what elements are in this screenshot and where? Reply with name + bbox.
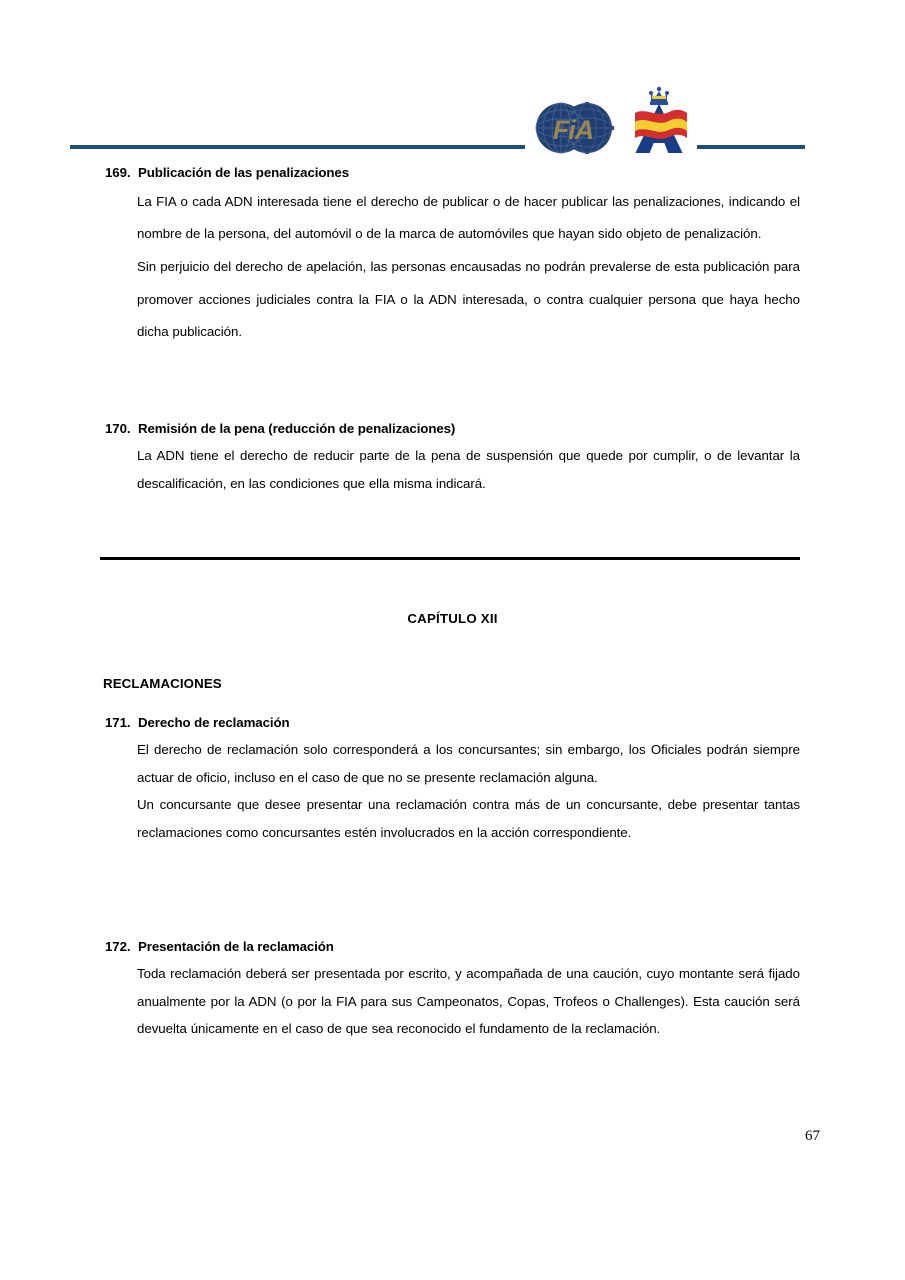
header-logos [525, 82, 715, 158]
section-170-title: Remisión de la pena (reducción de penalizaciones) [138, 421, 456, 436]
section-171-title: Derecho de reclamación [138, 715, 290, 730]
section-171-heading [0, 715, 905, 732]
section-169-heading [0, 165, 905, 182]
section-171 [0, 715, 905, 847]
section-169-paragraph-1: La FIA o cada ADN interesada tiene el derecho de publicar o de hacer publicar las penalizaciones, indicando el nombre de la persona, del automóvil o de la marca de automóviles que hayan sido objeto de penalización. [137, 193, 800, 242]
header-rule-left [70, 145, 525, 149]
section-172-title: Presentación de la reclamación [138, 939, 334, 954]
section-172-paragraph-1: Toda reclamación deberá ser presentada por escrito, y acompañada de una caución, cuyo montante será fijado anualmente por la ADN (o por la FIA para sus Campeonatos, Copas, Trofeos o Challenges). Esta caución será devuelta únicamente en el caso de que sea reconocido el fundamento de la reclamación. [137, 965, 800, 1037]
section-170-paragraph-1: La ADN tiene el derecho de reducir parte de la pena de suspensión que quede por cumplir, o de levantar la descalificación, en las condiciones que ella misma indicará. [137, 447, 800, 491]
header-rule-right [697, 145, 805, 149]
section-170-number: 170. [105, 421, 131, 436]
section-171-paragraph-1: El derecho de reclamación solo corresponderá a los concursantes; sin embargo, los Oficiales podrán siempre actuar de oficio, incluso en el caso de que no se presente reclamación alguna. [137, 741, 800, 785]
section-170 [0, 421, 905, 497]
section-172 [0, 939, 905, 1043]
section-172-heading [0, 939, 905, 956]
rfeda-logo-icon [629, 82, 707, 156]
section-170-heading [0, 421, 905, 438]
section-169-paragraph-2: Sin perjuicio del derecho de apelación, las personas encausadas no podrán prevalerse de esta publicación para promover acciones judiciales contra la FIA o la ADN interesada, o contra cualquier persona que haya hecho dicha publicación. [137, 259, 800, 340]
section-171-paragraph-2: Un concursante que desee presentar una reclamación contra más de un concursante, debe presentar tantas reclamaciones como concursantes estén involucrados en la acción correspondiente. [137, 797, 800, 841]
page-header [0, 0, 905, 160]
svg-text:FiA: FiA [552, 115, 594, 145]
page-number: 67 [805, 1128, 820, 1144]
fia-logo-icon [533, 102, 615, 154]
section-divider [100, 557, 800, 560]
section-169-number: 169. [105, 165, 131, 180]
section-169 [0, 165, 905, 349]
section-169-title: Publicación de las penalizaciones [138, 165, 350, 180]
section-171-number: 171. [105, 715, 131, 730]
section-172-number: 172. [105, 939, 131, 954]
chapter-title: CAPÍTULO XII [407, 611, 498, 626]
chapter-subject: RECLAMACIONES [103, 676, 222, 691]
